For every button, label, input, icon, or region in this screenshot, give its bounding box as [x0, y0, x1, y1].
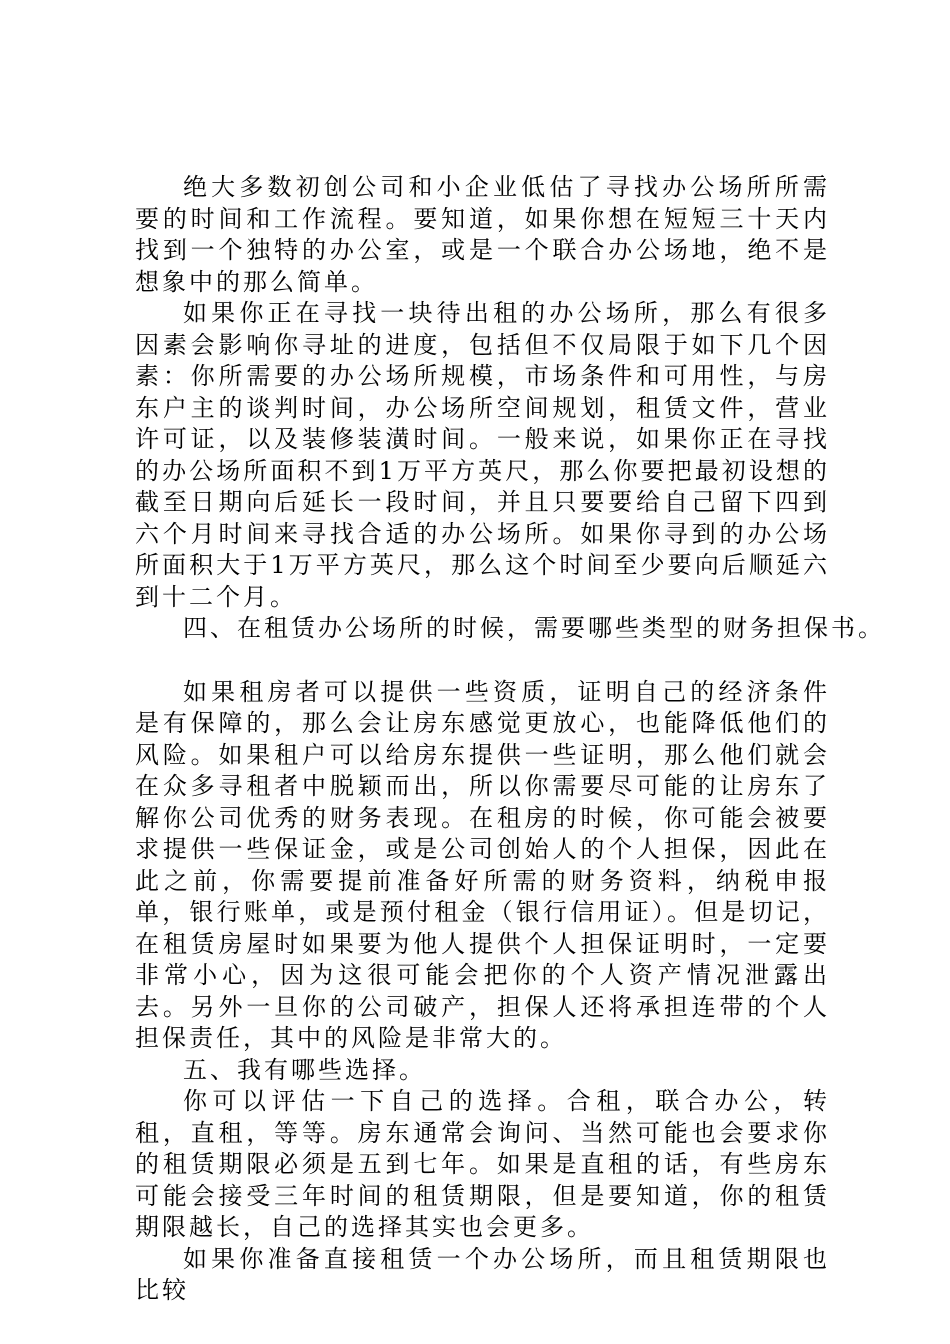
- document-body: [135, 172, 885, 1307]
- paragraph-1: 绝大多数初创公司和小企业低估了寻找办公场所所需要的时间和工作流程。要知道，如果你想在短短三十天内找到一个独特的办公室，或是一个联合办公场地，绝不是想象中的那么简单。: [135, 173, 830, 296]
- section-heading-4: 四、在租赁办公场所的时候，需要哪些类型的财务担保书。: [183, 614, 885, 642]
- blank-line: [135, 645, 830, 677]
- paragraph-2: 如果你正在寻找一块待出租的办公场所，那么有很多因素会影响你寻址的进度，包括但不仅局限于如下几个因素：你所需要的办公场所规模，市场条件和可用性，与房东户主的谈判时间，办公场所空间规划，租赁文件，营业许可证，以及装修装潢时间。一般来说，如果你正在寻找的办公场所面积不到1万平方英尺，那么你要把最初设想的截至日期向后延长一段时间，并且只要要给自己留下四到六个月时间来寻找合适的办公场所。如果你寻到的办公场所面积大于1万平方英尺，那么这个时间至少要向后顺延六到十二个月。: [135, 299, 830, 611]
- paragraph-4: 你可以评估一下自己的选择。合租，联合办公，转租，直租，等等。房东通常会询问、当然可能也会要求你的租赁期限必须是五到七年。如果是直租的话，有些房东可能会接受三年时间的租赁期限，但是要知道，你的租赁期限越长，自己的选择其实也会更多。: [135, 1087, 830, 1241]
- paragraph-3: 如果租房者可以提供一些资质，证明自己的经济条件是有保障的，那么会让房东感觉更放心，也能降低他们的风险。如果租户可以给房东提供一些证明，那么他们就会在众多寻租者中脱颖而出，所以你需要尽可能的让房东了解你公司优秀的财务表现。在租房的时候，你可能会被要求提供一些保证金，或是公司创始人的个人担保，因此在此之前，你需要提前准备好所需的财务资料，纳税申报单，银行账单，或是预付租金（银行信用证）。但是切记，在租赁房屋时如果要为他人提供个人担保证明时，一定要非常小心，因为这很可能会把你的个人资产情况泄露出去。另外一旦你的公司破产，担保人还将承担连带的个人担保责任，其中的风险是非常大的。: [135, 677, 830, 1052]
- section-heading-5: 五、我有哪些选择。: [183, 1055, 426, 1084]
- paragraph-5: 如果你准备直接租赁一个办公场所，而且租赁期限也比较: [135, 1244, 830, 1304]
